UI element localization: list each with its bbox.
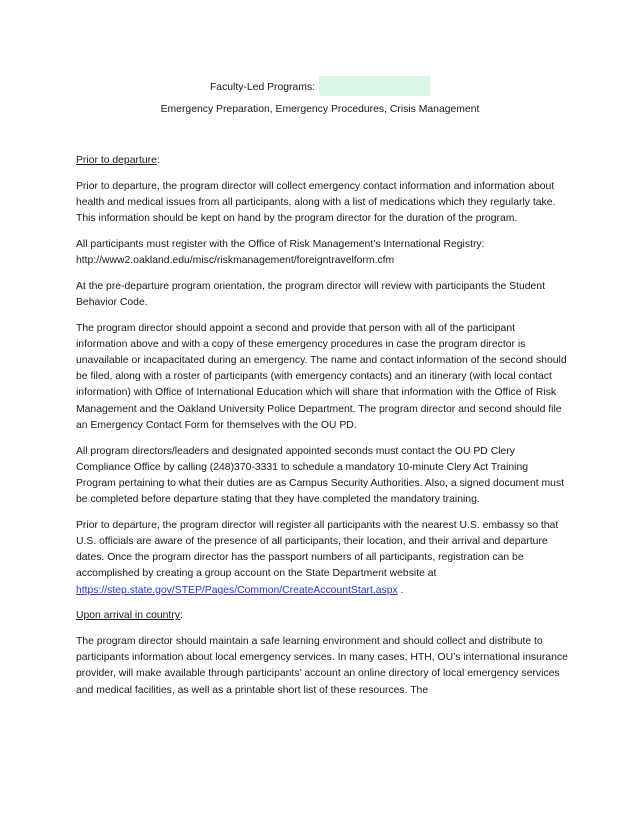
paragraph-second: The program director should appoint a second and provide that person with all of the participant information above and with a copy of these emergency procedures in case the program director is unavailable or incapacitated during an emergency. The name and contact information of the second should be filed, along with a roster of participants (with emergency contacts) and an itinerary (with local contact information) with Office of International Education which will share that information with the Office of Risk Management and the Oakland University Police Department. The program director and second should file an Emergency Contact Form for themselves with the OU PD.	[76, 322, 567, 431]
embassy-link-suffix: .	[397, 584, 404, 596]
paragraph-contact-info: Prior to departure, the program director will collect emergency contact information and information about health and medical issues from all participants, along with a list of medications which they regularly take. This information should be kept on hand by the program director for the duration of the program.	[76, 180, 556, 225]
arrival-heading: Upon arrival in country	[76, 610, 180, 622]
document-body	[76, 153, 568, 708]
prior-heading: Prior to departure	[76, 155, 157, 166]
arrival-heading-line	[76, 608, 568, 624]
embassy-text: Prior to departure, the program director will register all participants with the nearest U.S. embassy so that U.S. officials are aware of the presence of all participants, their location, and their arrival and departure dates. Once the program director has the passport numbers of all participants, registration can be accomplished by creating a group account on the State Department website at	[76, 519, 559, 580]
registry-url: http://www2.oakland.edu/misc/riskmanagement/foreigntravelform.cfm	[76, 255, 395, 267]
embassy-link-line	[76, 585, 403, 596]
paragraph-arrival: The program director should maintain a safe learning environment and should collect and distribute to participants information about local emergency services. In many cases, HTH, OU’s international insurance provider, will make available through participants’ account an online directory of local emergency services and medical facilities, as well as a printable short list of these resources. The	[76, 636, 568, 696]
arrival-heading-colon: :	[179, 610, 183, 622]
program-name-field[interactable]	[319, 76, 430, 96]
programs-label: Faculty-Led Programs:	[209, 82, 316, 93]
prior-heading-colon: :	[156, 155, 160, 166]
prior-heading-line	[76, 153, 568, 169]
paragraph-orientation: At the pre-departure program orientation, the program director will review with participants the Student Behavior Code.	[76, 280, 545, 308]
paragraph-clery: All program directors/leaders and designated appointed seconds must contact the OU PD Clery Compliance Office by calling (248)370-3331 to schedule a mandatory 10-minute Clery Act Training Program pertaining to what their duties are as Campus Security Authorities. Also, a signed document must be completed before departure stating that they have completed the mandatory training.	[76, 445, 565, 506]
paragraph-registry	[76, 237, 568, 269]
header-line	[0, 76, 640, 96]
paragraph-embassy	[76, 518, 568, 599]
state-department-link[interactable]: https://step.state.gov/STEP/Pages/Common/CreateAccountStart.aspx	[76, 584, 398, 596]
registry-text: All participants must register with the Office of Risk Management’s International Registry:	[76, 238, 485, 250]
document-subtitle: Emergency Preparation, Emergency Procedures, Crisis Management	[160, 104, 480, 115]
